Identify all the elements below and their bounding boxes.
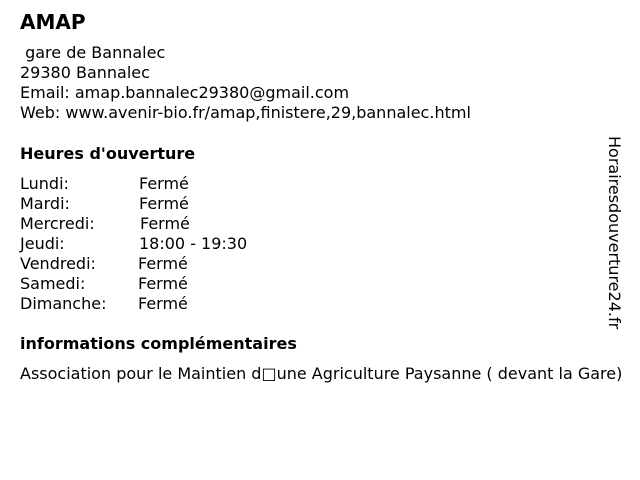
day-label: Lundi: [20, 174, 69, 193]
business-name: AMAP [20, 10, 86, 34]
day-label: Dimanche: [20, 294, 107, 313]
hours-value: Fermé [138, 274, 188, 293]
address-block [20, 43, 471, 123]
day-label: Mardi: [20, 194, 70, 213]
side-brand-watermark: Horairesdouverture24.fr [605, 136, 624, 330]
day-label: Vendredi: [20, 254, 96, 273]
hours-value: Fermé [138, 254, 188, 273]
day-label: Mercredi: [20, 214, 95, 233]
hours-value: Fermé [138, 294, 188, 313]
hours-value: 18:00 - 19:30 [139, 234, 248, 253]
email-line: Email: amap.bannalec29380@gmail.com [20, 83, 350, 102]
hours-heading: Heures d'ouverture [20, 144, 196, 163]
web-line: Web: www.avenir-bio.fr/amap,finistere,29,bannalec.html [20, 103, 471, 122]
day-label: Samedi: [20, 274, 86, 293]
hours-value: Fermé [140, 214, 190, 233]
hours-value: Fermé [139, 194, 189, 213]
day-label: Jeudi: [20, 234, 65, 253]
address-city: 29380 Bannalec [20, 63, 150, 82]
hours-value: Fermé [139, 174, 189, 193]
address-street: gare de Bannalec [20, 43, 166, 62]
info-heading: informations complémentaires [20, 334, 297, 353]
info-text: Association pour le Maintien d□une Agriculture Paysanne ( devant la Gare) [20, 364, 623, 383]
